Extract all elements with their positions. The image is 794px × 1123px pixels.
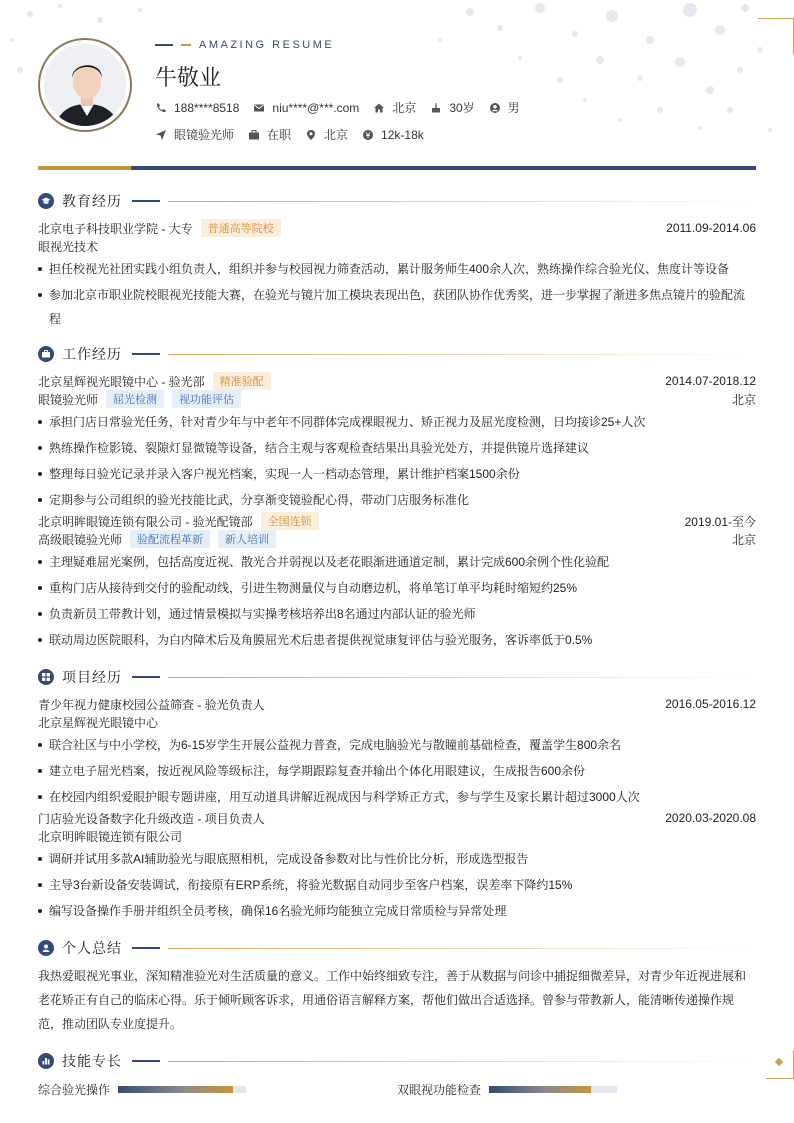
skill-level-fill <box>489 1086 591 1093</box>
skill-level-bar <box>118 1086 246 1093</box>
major-text: 眼视光技术 <box>38 239 99 254</box>
company-tag: 精准验配 <box>213 372 271 390</box>
skills-title <box>38 1051 756 1071</box>
school-name: 北京电子科技职业学院 - 大专 <box>38 221 193 236</box>
job-location: 北京 <box>731 392 756 407</box>
gender-text: 男 <box>507 101 520 115</box>
expected-city-info <box>305 126 348 143</box>
status-text: 在职 <box>267 128 292 142</box>
education-section <box>38 191 756 331</box>
job-date: 2019.01-至今 <box>684 514 756 529</box>
briefcase-icon <box>248 129 260 141</box>
bar-chart-icon <box>38 1053 54 1069</box>
major <box>38 237 756 255</box>
send-icon <box>155 129 167 141</box>
work-title-text: 工作经历 <box>62 346 122 362</box>
list-item: 重构门店从接待到交付的验配动线，引进生物测量仪与自动磨边机，将单笔订单平均耗时缩短约25% <box>38 576 756 600</box>
list-item: 熟练操作检影镜、裂隙灯显微镜等设备，结合主观与客观检查结果出具验光处方，并提供镜片选择建议 <box>38 436 756 460</box>
location-pin-icon <box>305 129 317 141</box>
company-name: 北京明眸眼镜连锁有限公司 - 验光配镜部 <box>38 514 253 529</box>
education-entry-header <box>38 219 756 237</box>
grid-icon <box>38 669 54 685</box>
project-name: 青少年视力健康校园公益筛查 - 验光负责人 <box>38 697 265 712</box>
resume-header <box>0 0 794 170</box>
job-target-info <box>155 126 234 143</box>
skills-title-text: 技能专长 <box>62 1053 122 1069</box>
project-date: 2020.03-2020.08 <box>665 811 756 825</box>
phone-icon <box>155 102 167 114</box>
list-item: 承担门店日常验光任务，针对青少年与中老年不同群体完成裸眼视力、矫正视力及屈光度检测，日均接诊25+人次 <box>38 410 756 434</box>
tagline-text: AMAZING RESUME <box>199 39 335 51</box>
skills-section <box>38 1051 756 1071</box>
list-item: 参加北京市职业院校眼视光技能大赛，在验光与镜片加工模块表现出色，获团队协作优秀奖，进一步掌握了渐进多焦点镜片的验配流程 <box>38 283 756 331</box>
job-intent-row <box>155 126 438 143</box>
phone-info <box>155 101 239 115</box>
project-name: 门店验光设备数字化升级改造 - 项目负责人 <box>38 811 265 826</box>
work-section <box>38 344 756 652</box>
user-icon <box>38 940 54 956</box>
skill-tag: 视功能评估 <box>172 390 241 408</box>
skill-level-bar <box>489 1086 617 1093</box>
email-info <box>253 101 359 115</box>
list-item: 定期参与公司组织的验光技能比武，分享渐变镜验配心得，带动门店服务标准化 <box>38 488 756 512</box>
project-entry <box>38 809 756 923</box>
summary-title-text: 个人总结 <box>62 940 122 956</box>
user-circle-icon <box>489 102 501 114</box>
salary-info <box>362 128 424 142</box>
skill-item <box>397 1081 756 1098</box>
cake-icon <box>430 102 442 114</box>
summary-text: 我热爱眼视光事业，深知精准验光对生活质量的意义。工作中始终细致专注，善于从数据与问诊中捕捉细微差异，对青少年近视进展和老花矫正有自己的临床心得。乐于倾听顾客诉求，用通俗语言解释方案，帮他们做出合适选择。曾参与带教新人，能清晰传递操作规范，推动团队专业度提升。 <box>38 969 747 1031</box>
skill-level-fill <box>118 1086 233 1093</box>
gender-info <box>489 99 520 116</box>
contact-row <box>155 99 534 116</box>
position-title: 眼镜验光师 <box>38 392 99 407</box>
projects-title <box>38 667 756 687</box>
phone-text: 188****8518 <box>174 100 240 115</box>
project-org: 北京明眸眼镜连锁有限公司 <box>38 829 183 844</box>
job-target-text: 眼镜验光师 <box>174 128 235 142</box>
list-item: 担任校视光社团实践小组负责人，组织并参与校园视力筛查活动，累计服务师生400余人次，熟练操作综合验光仪、焦度计等设备 <box>38 257 756 281</box>
candidate-name: 牛敬业 <box>155 66 222 91</box>
skill-item <box>38 1081 397 1098</box>
job-entry <box>38 512 756 652</box>
skill-name: 双眼视功能检查 <box>397 1083 482 1097</box>
briefcase-icon <box>38 346 54 362</box>
header-divider-bar <box>38 166 756 170</box>
avatar <box>44 44 126 126</box>
company-name: 北京星辉视光眼镜中心 - 验光部 <box>38 374 205 389</box>
avatar-portrait-icon <box>44 44 126 126</box>
education-title-text: 教育经历 <box>62 193 122 209</box>
home-icon <box>373 102 385 114</box>
tagline <box>155 39 334 51</box>
projects-title-text: 项目经历 <box>62 669 122 685</box>
list-item: 主理疑难屈光案例，包括高度近视、散光合并弱视以及老花眼渐进通道定制，累计完成600余例个性化验配 <box>38 550 756 574</box>
graduation-cap-icon <box>38 193 54 209</box>
email-text: niu****@***.com <box>272 100 360 115</box>
project-date: 2016.05-2016.12 <box>665 697 756 711</box>
education-date: 2011.09-2014.06 <box>666 221 756 235</box>
skills-list <box>38 1081 756 1098</box>
job-entry <box>38 372 756 512</box>
status-info <box>248 126 291 143</box>
age-info <box>430 99 474 116</box>
list-item: 联合社区与中小学校，为6-15岁学生开展公益视力普查，完成电脑验光与散瞳前基础检查，覆盖学生800余名 <box>38 733 756 757</box>
skill-tag: 验配流程革新 <box>130 530 210 548</box>
list-item: 负责新员工带教计划，通过情景模拟与实操考核培养出8名通过内部认证的验光师 <box>38 602 756 626</box>
projects-section <box>38 667 756 923</box>
company-tag: 全国连锁 <box>261 512 319 530</box>
avatar-frame <box>38 38 132 132</box>
city-text: 北京 <box>392 101 417 115</box>
salary-text: 12k-18k <box>381 127 424 142</box>
project-entry <box>38 695 756 809</box>
work-title <box>38 344 756 364</box>
list-item: 调研并试用多款AI辅助验光与眼底照相机，完成设备参数对比与性价比分析，形成选型报告 <box>38 847 756 871</box>
project-org: 北京星辉视光眼镜中心 <box>38 715 159 730</box>
summary-section <box>38 938 756 1036</box>
age-text: 30岁 <box>449 101 475 115</box>
list-item: 建立电子屈光档案，按近视风险等级标注，每学期跟踪复查并输出个体化用眼建议，生成报告600余份 <box>38 759 756 783</box>
expected-city-text: 北京 <box>324 128 349 142</box>
job-location: 北京 <box>731 532 756 547</box>
list-item: 编写设备操作手册并组织全员考核，确保16名验光师均能独立完成日常质检与异常处理 <box>38 899 756 923</box>
job-date: 2014.07-2018.12 <box>665 374 756 388</box>
skill-name: 综合验光操作 <box>38 1083 111 1097</box>
money-icon <box>362 129 374 141</box>
position-title: 高级眼镜验光师 <box>38 532 123 547</box>
summary-title <box>38 938 756 958</box>
list-item: 在校园内组织爱眼护眼专题讲座，用互动道具讲解近视成因与科学矫正方式，参与学生及家长累计超过3000人次 <box>38 785 756 809</box>
skill-tag: 屈光检测 <box>106 390 164 408</box>
email-icon <box>253 102 265 114</box>
list-item: 整理每日验光记录并录入客户视光档案，实现一人一档动态管理，累计维护档案1500余份 <box>38 462 756 486</box>
city-info <box>373 99 416 116</box>
school-tag: 普通高等院校 <box>201 219 281 237</box>
education-title <box>38 191 756 211</box>
education-bullets <box>38 257 756 331</box>
list-item: 主导3台新设备安装调试，衔接原有ERP系统，将验光数据自动同步至客户档案，误差率下降约15% <box>38 873 756 897</box>
list-item: 联动周边医院眼科，为白内障术后及角膜屈光术后患者提供视觉康复评估与验光服务，客诉率低于0.5% <box>38 628 756 652</box>
skill-tag: 新人培训 <box>218 530 276 548</box>
